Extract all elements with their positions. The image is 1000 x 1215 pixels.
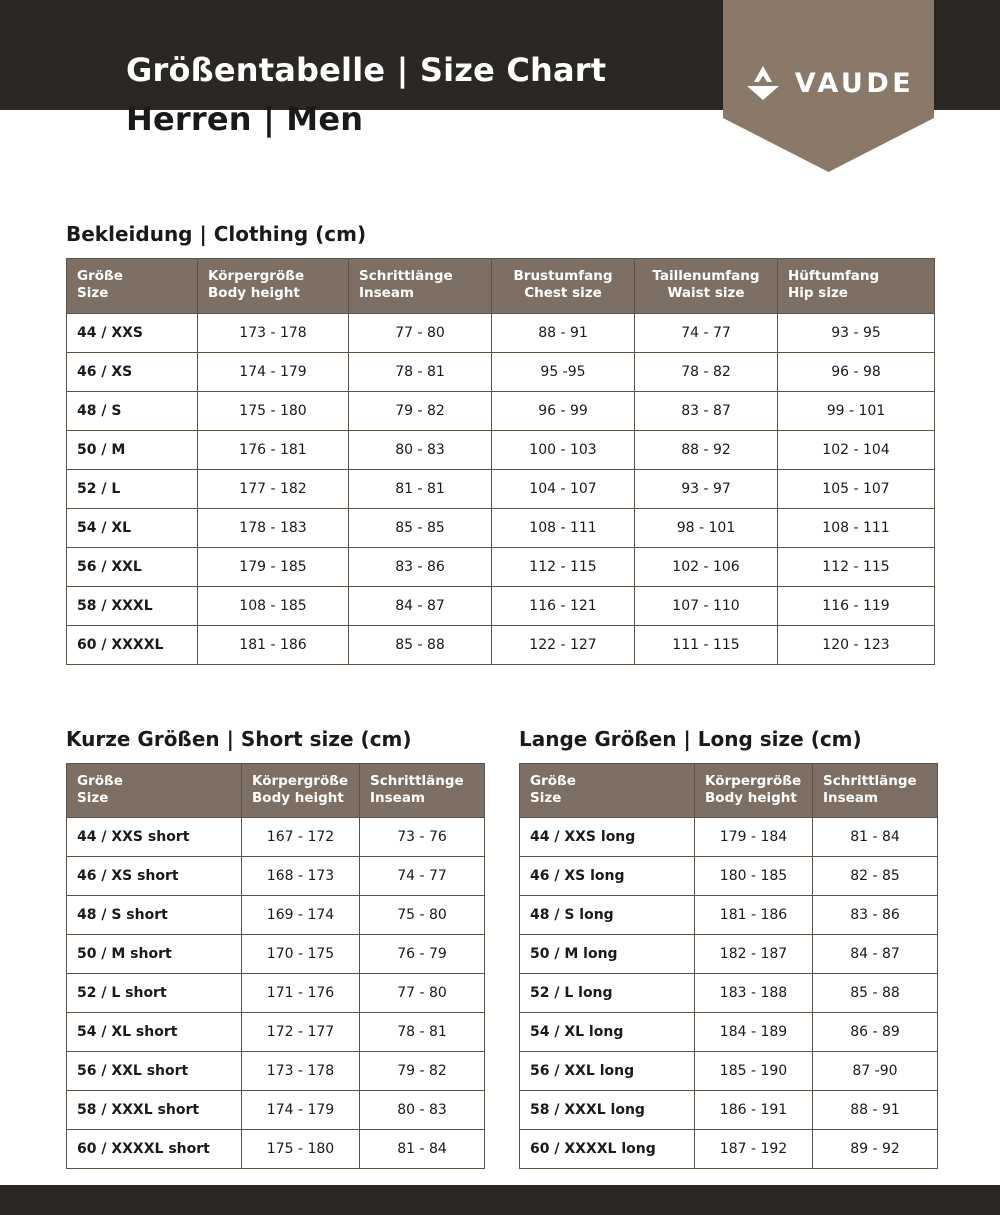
cell-size: 54 / XL short: [67, 1013, 242, 1052]
cell-body-height: 170 - 175: [242, 935, 360, 974]
cell-size: 58 / XXXL: [67, 586, 198, 625]
column-header-size: Größe Size: [67, 259, 198, 314]
cell-waist: 83 - 87: [635, 391, 778, 430]
cell-body-height: 175 - 180: [242, 1130, 360, 1169]
cell-body-height: 108 - 185: [198, 586, 349, 625]
table-row: [67, 508, 935, 547]
table-row: [520, 1130, 938, 1169]
cell-size: 52 / L: [67, 469, 198, 508]
cell-hip: 99 - 101: [778, 391, 935, 430]
cell-inseam: 88 - 91: [813, 1091, 938, 1130]
table-row: [67, 430, 935, 469]
cell-body-height: 169 - 174: [242, 896, 360, 935]
cell-inseam: 81 - 84: [813, 818, 938, 857]
cell-chest: 88 - 91: [492, 313, 635, 352]
cell-inseam: 82 - 85: [813, 857, 938, 896]
cell-inseam: 83 - 86: [349, 547, 492, 586]
table-row: [67, 625, 935, 664]
header-title-group: [126, 52, 606, 138]
cell-inseam: 79 - 82: [360, 1052, 485, 1091]
cell-inseam: 80 - 83: [360, 1091, 485, 1130]
cell-size: 44 / XXS: [67, 313, 198, 352]
column-header-waist-size: Taillenumfang Waist size: [635, 259, 778, 314]
cell-size: 46 / XS short: [67, 857, 242, 896]
cell-waist: 78 - 82: [635, 352, 778, 391]
table-header-row: [67, 259, 935, 314]
cell-hip: 112 - 115: [778, 547, 935, 586]
cell-inseam: 77 - 80: [360, 974, 485, 1013]
table-row: [520, 896, 938, 935]
cell-size: 58 / XXXL long: [520, 1091, 695, 1130]
cell-body-height: 171 - 176: [242, 974, 360, 1013]
cell-size: 60 / XXXXL short: [67, 1130, 242, 1169]
cell-chest: 100 - 103: [492, 430, 635, 469]
cell-size: 46 / XS long: [520, 857, 695, 896]
cell-hip: 108 - 111: [778, 508, 935, 547]
cell-size: 50 / M short: [67, 935, 242, 974]
table-row: [67, 974, 485, 1013]
cell-size: 44 / XXS short: [67, 818, 242, 857]
cell-size: 52 / L long: [520, 974, 695, 1013]
cell-waist: 98 - 101: [635, 508, 778, 547]
cell-body-height: 186 - 191: [695, 1091, 813, 1130]
table-row: [67, 469, 935, 508]
cell-hip: 120 - 123: [778, 625, 935, 664]
cell-chest: 104 - 107: [492, 469, 635, 508]
column-header-inseam: Schrittlänge Inseam: [813, 763, 938, 818]
cell-inseam: 75 - 80: [360, 896, 485, 935]
table-row: [67, 313, 935, 352]
brand-logo: [723, 66, 934, 100]
cell-waist: 74 - 77: [635, 313, 778, 352]
cell-body-height: 187 - 192: [695, 1130, 813, 1169]
cell-body-height: 179 - 185: [198, 547, 349, 586]
cell-size: 60 / XXXXL: [67, 625, 198, 664]
column-header-chest-size: Brustumfang Chest size: [492, 259, 635, 314]
cell-body-height: 175 - 180: [198, 391, 349, 430]
cell-inseam: 85 - 88: [813, 974, 938, 1013]
cell-inseam: 89 - 92: [813, 1130, 938, 1169]
cell-body-height: 173 - 178: [242, 1052, 360, 1091]
long-size-table: [519, 763, 938, 1170]
cell-size: 54 / XL long: [520, 1013, 695, 1052]
table-row: [67, 586, 935, 625]
column-header-size: Größe Size: [520, 763, 695, 818]
cell-chest: 116 - 121: [492, 586, 635, 625]
cell-body-height: 182 - 187: [695, 935, 813, 974]
cell-inseam: 78 - 81: [349, 352, 492, 391]
table-row: [67, 1013, 485, 1052]
cell-body-height: 174 - 179: [198, 352, 349, 391]
cell-body-height: 174 - 179: [242, 1091, 360, 1130]
cell-inseam: 84 - 87: [813, 935, 938, 974]
cell-size: 44 / XXS long: [520, 818, 695, 857]
clothing-section-title: Bekleidung | Clothing (cm): [66, 222, 367, 246]
cell-body-height: 176 - 181: [198, 430, 349, 469]
cell-inseam: 83 - 86: [813, 896, 938, 935]
table-row: [67, 896, 485, 935]
cell-inseam: 79 - 82: [349, 391, 492, 430]
cell-inseam: 81 - 81: [349, 469, 492, 508]
cell-hip: 96 - 98: [778, 352, 935, 391]
cell-size: 56 / XXL: [67, 547, 198, 586]
table-row: [520, 818, 938, 857]
short-section-title: Kurze Größen | Short size (cm): [66, 726, 412, 751]
clothing-table: [66, 258, 935, 665]
bottom-tables: [66, 727, 934, 1170]
column-header-body-height: Körpergröße Body height: [695, 763, 813, 818]
cell-inseam: 87 -90: [813, 1052, 938, 1091]
cell-waist: 111 - 115: [635, 625, 778, 664]
cell-inseam: 77 - 80: [349, 313, 492, 352]
cell-size: 48 / S long: [520, 896, 695, 935]
table-header-row: [520, 763, 938, 818]
page-footer-bar: [0, 1185, 1000, 1215]
page-content: [0, 222, 1000, 1169]
cell-waist: 107 - 110: [635, 586, 778, 625]
table-header-row: [67, 763, 485, 818]
cell-size: 58 / XXXL short: [67, 1091, 242, 1130]
table-row: [520, 1052, 938, 1091]
long-section-title: Lange Größen | Long size (cm): [519, 726, 862, 751]
cell-body-height: 173 - 178: [198, 313, 349, 352]
cell-body-height: 168 - 173: [242, 857, 360, 896]
cell-waist: 88 - 92: [635, 430, 778, 469]
column-header-inseam: Schrittlänge Inseam: [349, 259, 492, 314]
cell-body-height: 181 - 186: [198, 625, 349, 664]
cell-body-height: 185 - 190: [695, 1052, 813, 1091]
cell-size: 56 / XXL short: [67, 1052, 242, 1091]
cell-waist: 93 - 97: [635, 469, 778, 508]
cell-inseam: 80 - 83: [349, 430, 492, 469]
table-row: [67, 1091, 485, 1130]
column-header-hip-size: Hüftumfang Hip size: [778, 259, 935, 314]
cell-size: 50 / M: [67, 430, 198, 469]
column-header-body-height: Körpergröße Body height: [198, 259, 349, 314]
brand-wordmark: VAUDE: [794, 67, 915, 99]
clothing-section: [66, 222, 934, 665]
page-subtitle: Herren | Men: [126, 99, 364, 138]
short-size-section: [66, 727, 484, 1170]
cell-size: 60 / XXXXL long: [520, 1130, 695, 1169]
cell-body-height: 183 - 188: [695, 974, 813, 1013]
cell-chest: 122 - 127: [492, 625, 635, 664]
cell-chest: 96 - 99: [492, 391, 635, 430]
cell-body-height: 184 - 189: [695, 1013, 813, 1052]
brand-banner: [723, 0, 934, 172]
table-row: [520, 935, 938, 974]
page-title: Größentabelle | Size Chart: [126, 51, 607, 89]
cell-size: 46 / XS: [67, 352, 198, 391]
cell-inseam: 76 - 79: [360, 935, 485, 974]
column-header-size: Größe Size: [67, 763, 242, 818]
long-size-section: [519, 727, 937, 1170]
column-header-body-height: Körpergröße Body height: [242, 763, 360, 818]
cell-inseam: 86 - 89: [813, 1013, 938, 1052]
cell-inseam: 81 - 84: [360, 1130, 485, 1169]
table-row: [520, 857, 938, 896]
table-row: [520, 1091, 938, 1130]
cell-inseam: 73 - 76: [360, 818, 485, 857]
cell-body-height: 177 - 182: [198, 469, 349, 508]
table-row: [520, 1013, 938, 1052]
table-row: [67, 352, 935, 391]
table-row: [67, 1130, 485, 1169]
cell-hip: 93 - 95: [778, 313, 935, 352]
cell-chest: 112 - 115: [492, 547, 635, 586]
table-row: [520, 974, 938, 1013]
cell-inseam: 85 - 85: [349, 508, 492, 547]
vaude-mountain-icon: [743, 66, 783, 100]
cell-size: 48 / S: [67, 391, 198, 430]
table-row: [67, 935, 485, 974]
cell-body-height: 179 - 184: [695, 818, 813, 857]
table-row: [67, 1052, 485, 1091]
cell-body-height: 178 - 183: [198, 508, 349, 547]
cell-body-height: 181 - 186: [695, 896, 813, 935]
column-header-inseam: Schrittlänge Inseam: [360, 763, 485, 818]
cell-hip: 105 - 107: [778, 469, 935, 508]
cell-inseam: 74 - 77: [360, 857, 485, 896]
cell-hip: 116 - 119: [778, 586, 935, 625]
cell-size: 54 / XL: [67, 508, 198, 547]
cell-body-height: 180 - 185: [695, 857, 813, 896]
short-size-table: [66, 763, 485, 1170]
cell-size: 48 / S short: [67, 896, 242, 935]
table-row: [67, 547, 935, 586]
cell-chest: 95 -95: [492, 352, 635, 391]
cell-size: 52 / L short: [67, 974, 242, 1013]
table-row: [67, 391, 935, 430]
cell-inseam: 78 - 81: [360, 1013, 485, 1052]
cell-body-height: 167 - 172: [242, 818, 360, 857]
cell-inseam: 85 - 88: [349, 625, 492, 664]
table-row: [67, 857, 485, 896]
table-row: [67, 818, 485, 857]
cell-waist: 102 - 106: [635, 547, 778, 586]
cell-size: 50 / M long: [520, 935, 695, 974]
cell-size: 56 / XXL long: [520, 1052, 695, 1091]
cell-body-height: 172 - 177: [242, 1013, 360, 1052]
cell-chest: 108 - 111: [492, 508, 635, 547]
cell-inseam: 84 - 87: [349, 586, 492, 625]
cell-hip: 102 - 104: [778, 430, 935, 469]
